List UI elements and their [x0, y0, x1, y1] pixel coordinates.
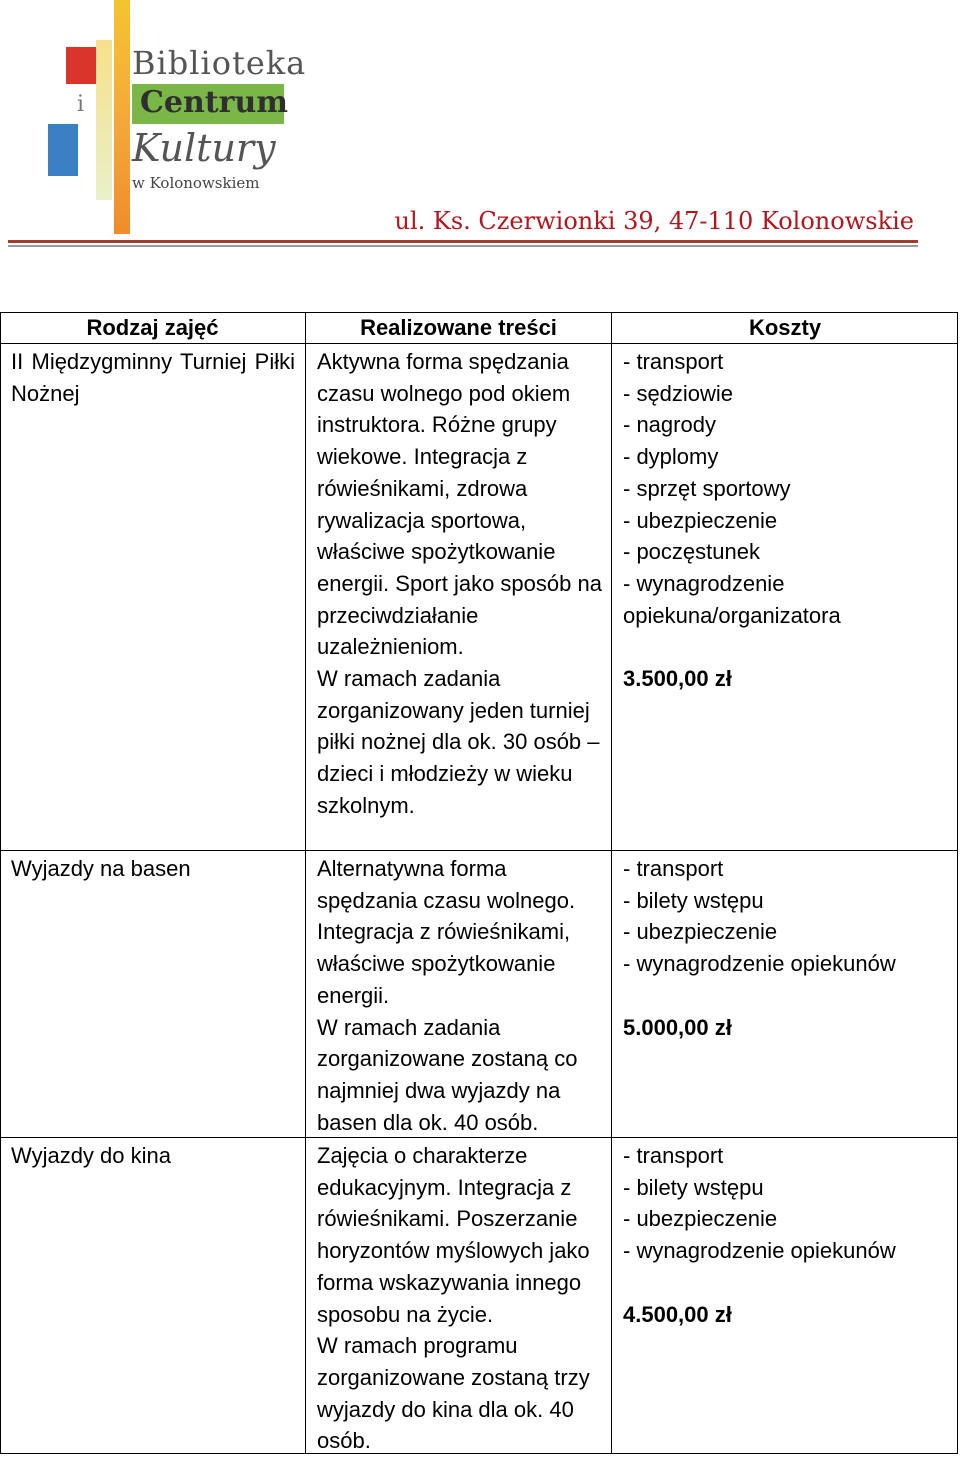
- row-divider: [0, 850, 958, 851]
- row-1-content: [317, 346, 607, 822]
- cost-item: - sprzęt sportowy: [623, 475, 791, 501]
- header-rodzaj-zajec: Rodzaj zajęć: [86, 315, 219, 340]
- row-3-costs: [623, 1140, 958, 1330]
- cost-item: opiekuna/organizatora: [623, 602, 841, 628]
- cost-item: - transport: [623, 349, 724, 374]
- logo-text-biblioteka: Biblioteka: [132, 44, 307, 82]
- address-line: ul. Ks. Czerwionki 39, 47-110 Kolonowskie: [394, 207, 914, 235]
- cost-item: - dyplomy: [623, 444, 719, 470]
- cost-item: - poczęstunek: [623, 539, 760, 565]
- cost-item: - transport: [623, 856, 724, 881]
- row-2-content-description: Alternatywna forma spędzania czasu wolnego. Integracja z rówieśnikami, właściwe spożytkowanie energii.: [317, 856, 576, 1008]
- column-divider: [611, 312, 612, 1454]
- logo: [40, 0, 340, 240]
- logo-blue-block: [48, 124, 78, 176]
- row-2-costs: [623, 853, 958, 1043]
- logo-text-location: w Kolonowskiem: [132, 174, 260, 192]
- header-divider: [8, 240, 918, 243]
- row-3-activity-type: Wyjazdy do kina: [11, 1143, 171, 1168]
- row-2-content: [317, 853, 607, 1138]
- row-2-content-scope: W ramach zadania zorganizowane zostaną co najmniej dwa wyjazdy na basen dla ok. 40 osób.: [317, 1014, 578, 1135]
- row-2-total: 5.000,00 zł: [623, 1014, 732, 1040]
- logo-red-block: [66, 47, 96, 84]
- column-divider: [305, 312, 306, 1454]
- row-2-cost-list: [623, 853, 958, 980]
- header-realizowane-tresci: Realizowane treści: [360, 315, 557, 340]
- logo-text-kultury: Kultury: [132, 126, 276, 170]
- activities-table: [0, 312, 958, 1454]
- cost-item: - nagrody: [623, 412, 716, 438]
- row-3-content-description: Zajęcia o charakterze edukacyjnym. Integracja z rówieśnikami. Poszerzanie horyzontów myślowych jako forma wskazywania innego sposobu na życie.: [317, 1143, 590, 1327]
- row-1-cost-list: [623, 346, 958, 631]
- logo-yellow-stripe: [96, 40, 112, 200]
- row-3-content: [317, 1140, 607, 1457]
- row-1-content-scope: W ramach zadania zorganizowany jeden turniej piłki nożnej dla ok. 30 osób – dzieci i młodzieży w wieku szkolnym.: [317, 666, 600, 818]
- cost-item: - wynagrodzenie: [623, 570, 785, 596]
- cost-item: - transport: [623, 1143, 724, 1168]
- cost-item: - bilety wstępu: [623, 887, 764, 913]
- logo-mark: i: [77, 92, 85, 117]
- cost-item: - ubezpieczenie: [623, 507, 778, 533]
- row-divider: [0, 343, 958, 344]
- row-3-total: 4.500,00 zł: [623, 1301, 732, 1327]
- row-3-content-scope: W ramach programu zorganizowane zostaną trzy wyjazdy do kina dla ok. 40 osób.: [317, 1333, 590, 1454]
- header-divider-shadow: [8, 245, 918, 247]
- row-3-cost-list: [623, 1140, 958, 1267]
- cost-item: - ubezpieczenie: [623, 1206, 778, 1232]
- cost-item: - ubezpieczenie: [623, 919, 778, 945]
- cost-item: - wynagrodzenie opiekunów: [623, 951, 896, 977]
- row-1-costs: [623, 346, 958, 695]
- row-1-activity-type: II Międzygminny Turniej Piłki Nożnej: [11, 349, 295, 406]
- row-2-activity-type: Wyjazdy na basen: [11, 856, 191, 881]
- row-1-content-description: Aktywna forma spędzania czasu wolnego pod okiem instruktora. Różne grupy wiekowe. Integracja z rówieśnikami, zdrowa rywalizacja sportowa, właściwe spożytkowanie energii. Sport jako sposób na przeciwdziałanie uzależnieniom.: [317, 349, 602, 660]
- cost-item: - sędziowie: [623, 380, 734, 406]
- logo-orange-block: [114, 0, 130, 234]
- cost-item: - wynagrodzenie opiekunów: [623, 1238, 896, 1264]
- row-1-total: 3.500,00 zł: [623, 666, 732, 692]
- logo-text-centrum: Centrum: [140, 85, 288, 120]
- cost-item: - bilety wstępu: [623, 1174, 764, 1200]
- header-koszty: Koszty: [748, 315, 822, 340]
